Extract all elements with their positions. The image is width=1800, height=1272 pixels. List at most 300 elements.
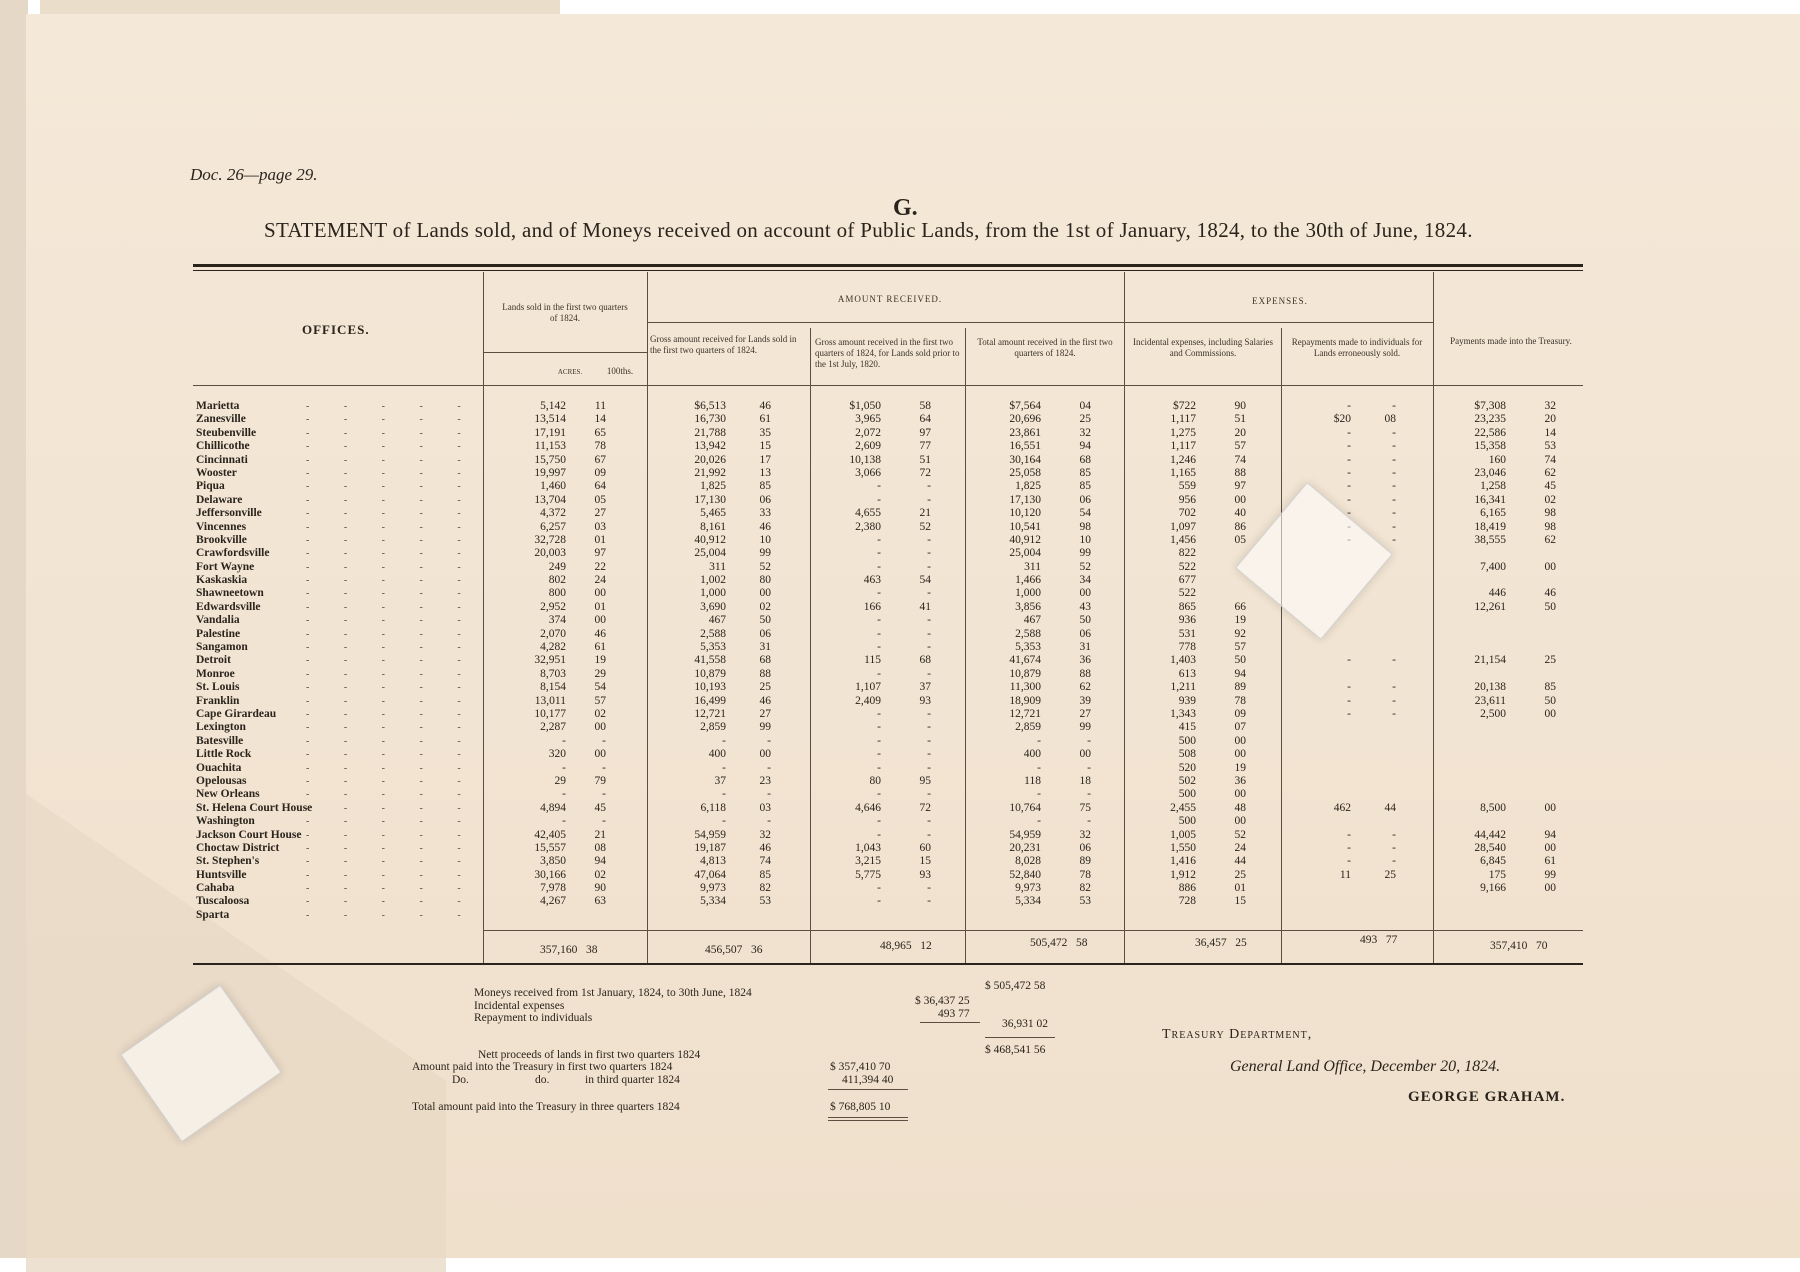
cell-acres: 1,460 xyxy=(540,480,566,493)
cell-payment: 1,258 xyxy=(1480,480,1506,493)
cell-incidental-cents: 20 xyxy=(1234,426,1246,439)
table-row xyxy=(196,882,1576,895)
cell-hundredths: 46 xyxy=(594,627,606,640)
cell-acres: 30,166 xyxy=(534,868,566,881)
cell-prior-cents: 58 xyxy=(919,400,931,412)
cell-hundredths: 22 xyxy=(594,560,606,573)
cell-hundredths: 54 xyxy=(594,681,606,694)
cell-repayment: $20 xyxy=(1333,413,1351,426)
leader-dashes: - - - - - xyxy=(306,441,477,453)
cell-incidental-cents: 89 xyxy=(1234,681,1246,694)
cell-payment-cents: 45 xyxy=(1544,480,1556,493)
summary-line3-label: Repayment to individuals xyxy=(474,1012,593,1024)
cell-acres: 15,557 xyxy=(534,841,566,854)
cell-repayment-cents: 25 xyxy=(1384,868,1396,881)
cell-repayment-cents: - xyxy=(1392,841,1396,854)
cell-acres: 6,257 xyxy=(540,520,566,533)
summary-line2-value: $ 36,437 25 xyxy=(915,995,970,1007)
cell-payment: 21,154 xyxy=(1474,654,1506,667)
cell-prior-cents: - xyxy=(927,748,931,761)
header-payments-treasury: Payments made into the Treasury. xyxy=(1450,336,1572,346)
cell-payment: 23,235 xyxy=(1474,413,1506,426)
table-row xyxy=(196,601,1576,614)
cell-hundredths: - xyxy=(602,734,606,747)
cell-payment-cents: 02 xyxy=(1544,493,1556,506)
cell-total-cents: 50 xyxy=(1079,614,1091,627)
table-row xyxy=(196,909,1576,922)
cell-prior: 463 xyxy=(863,574,881,587)
summary-total-rule xyxy=(828,1089,908,1090)
cell-gross-cents: 46 xyxy=(759,694,771,707)
cell-gross-cents: 23 xyxy=(759,774,771,787)
cell-hundredths: 03 xyxy=(594,520,606,533)
header-gross-first-two: Gross amount received for Lands sold in the first two quarters of 1824. xyxy=(650,334,797,355)
cell-incidental-cents: 00 xyxy=(1234,493,1246,506)
cell-total: 2,859 xyxy=(1015,721,1041,734)
cell-total-cents: - xyxy=(1087,788,1091,801)
cell-total: 10,120 xyxy=(1009,507,1041,520)
office-name: Edwardsville xyxy=(196,600,261,613)
cell-total: 30,164 xyxy=(1009,453,1041,466)
cell-total: 2,588 xyxy=(1015,627,1041,640)
cell-incidental-cents: 07 xyxy=(1234,721,1246,734)
table-row xyxy=(196,788,1576,801)
cell-gross-cents: - xyxy=(767,761,771,774)
office-name: Piqua xyxy=(196,480,225,493)
cell-incidental: 1,912 xyxy=(1170,868,1196,881)
cell-payment-cents: 00 xyxy=(1544,801,1556,814)
table-row xyxy=(196,748,1576,761)
cell-gross-cents: 50 xyxy=(759,614,771,627)
cell-incidental: 1,456 xyxy=(1170,533,1196,546)
cell-repayment: - xyxy=(1347,841,1351,854)
cell-payment-cents: 32 xyxy=(1544,400,1556,412)
cell-hundredths: 45 xyxy=(594,801,606,814)
summary-do-label: Do. xyxy=(452,1074,469,1086)
cell-hundredths: 01 xyxy=(594,533,606,546)
cell-acres: 19,997 xyxy=(534,466,566,479)
office-name: New Orleans xyxy=(196,788,260,801)
cell-payment: 20,138 xyxy=(1474,681,1506,694)
cell-hundredths: 14 xyxy=(594,413,606,426)
cell-prior-cents: 93 xyxy=(919,694,931,707)
cell-acres: 2,287 xyxy=(540,721,566,734)
cell-total: - xyxy=(1037,761,1041,774)
cell-payment-cents: 00 xyxy=(1544,841,1556,854)
page-title: STATEMENT of Lands sold, and of Moneys received on account of Public Lands, from the 1st of January, 1824, to the 30th of June, 1824. xyxy=(264,218,1473,242)
total-repayments-cents: 77 xyxy=(1385,934,1398,946)
table-row xyxy=(196,440,1576,453)
cell-prior-cents: - xyxy=(927,721,931,734)
cell-incidental: 1,005 xyxy=(1170,828,1196,841)
cell-payment-cents: 74 xyxy=(1544,453,1556,466)
cell-incidental: 702 xyxy=(1178,507,1196,520)
cell-hundredths: - xyxy=(602,761,606,774)
cell-incidental: $722 xyxy=(1173,400,1196,412)
cell-total: 5,334 xyxy=(1015,895,1041,908)
cell-repayment: 11 xyxy=(1339,868,1351,881)
cell-incidental-cents: 36 xyxy=(1234,774,1246,787)
cell-gross: 21,992 xyxy=(694,466,726,479)
total-acres xyxy=(540,944,598,956)
cell-incidental-cents: 66 xyxy=(1234,600,1246,613)
cell-prior-cents: - xyxy=(927,895,931,908)
cell-prior: 3,066 xyxy=(855,466,881,479)
office-name: Sangamon xyxy=(196,641,248,654)
cell-prior: - xyxy=(877,480,881,493)
cell-gross: - xyxy=(722,761,726,774)
table-row xyxy=(196,413,1576,426)
cell-acres: 32,728 xyxy=(534,533,566,546)
cell-hundredths: 90 xyxy=(594,882,606,895)
cell-gross-cents: 85 xyxy=(759,480,771,493)
cell-repayment-cents: - xyxy=(1392,855,1396,868)
office-name: Shawneetown xyxy=(196,587,264,600)
summary-third-label: in third quarter 1824 xyxy=(585,1074,680,1086)
cell-prior-cents: - xyxy=(927,587,931,600)
cell-incidental-cents: 19 xyxy=(1234,761,1246,774)
cell-payment-cents: 46 xyxy=(1544,587,1556,600)
cell-total: 1,466 xyxy=(1015,574,1041,587)
cell-incidental-cents: 40 xyxy=(1234,507,1246,520)
summary-do2-label: do. xyxy=(535,1074,550,1086)
cell-incidental: 520 xyxy=(1178,761,1196,774)
cell-incidental-cents: 19 xyxy=(1234,614,1246,627)
summary-paid-value: $ 357,410 70 xyxy=(830,1061,891,1073)
cell-gross-cents: - xyxy=(767,734,771,747)
header-gross-prior: Gross amount received in the first two quarters of 1824, for Lands sold prior to the 1st July, 1820. xyxy=(815,337,960,369)
cell-prior: 2,609 xyxy=(855,440,881,453)
cell-prior-cents: 21 xyxy=(919,507,931,520)
cell-total: 11,300 xyxy=(1009,681,1041,694)
leader-dashes: - - - - - xyxy=(306,508,477,520)
leader-dashes: - - - - - xyxy=(306,802,477,814)
cell-hundredths: 24 xyxy=(594,574,606,587)
cell-repayment-cents: - xyxy=(1392,520,1396,533)
cell-gross-cents: 31 xyxy=(759,641,771,654)
cell-prior: - xyxy=(877,627,881,640)
cell-gross: - xyxy=(722,815,726,828)
office-name: Monroe xyxy=(196,667,235,680)
cell-prior: - xyxy=(877,614,881,627)
appendix-letter: G. xyxy=(893,195,918,221)
cell-total-cents: 00 xyxy=(1079,748,1091,761)
cell-incidental: 1,211 xyxy=(1170,681,1196,694)
cell-prior-cents: - xyxy=(927,882,931,895)
cell-gross: 10,193 xyxy=(694,681,726,694)
cell-total: 3,856 xyxy=(1015,600,1041,613)
leader-dashes: - - - - - xyxy=(306,735,477,747)
cell-total-cents: 31 xyxy=(1079,641,1091,654)
cell-payment: 160 xyxy=(1488,453,1506,466)
table-row xyxy=(196,427,1576,440)
cell-payment-cents: 98 xyxy=(1544,507,1556,520)
cell-gross: 21,788 xyxy=(694,426,726,439)
cell-incidental-cents: 00 xyxy=(1234,734,1246,747)
cell-incidental: 886 xyxy=(1178,882,1196,895)
summary-paid-label: Amount paid into the Treasury in first two quarters 1824 xyxy=(412,1061,673,1073)
cell-total: 12,721 xyxy=(1009,707,1041,720)
cell-total: 54,959 xyxy=(1009,828,1041,841)
office-name: Zanesville xyxy=(196,413,246,426)
cell-gross: 1,000 xyxy=(700,587,726,600)
leader-dashes: - - - - - xyxy=(306,494,477,506)
office-name: St. Helena Court House xyxy=(196,801,313,814)
cell-gross: 5,334 xyxy=(700,895,726,908)
cell-total-cents: 62 xyxy=(1079,681,1091,694)
cell-payment-cents: 62 xyxy=(1544,466,1556,479)
cell-prior: 2,380 xyxy=(855,520,881,533)
cell-total-cents: 78 xyxy=(1079,868,1091,881)
cell-hundredths: 08 xyxy=(594,841,606,854)
cell-incidental-cents: 51 xyxy=(1234,413,1246,426)
cell-gross: 1,002 xyxy=(700,574,726,587)
summary-nett-rule xyxy=(985,1037,1055,1038)
total-incidental xyxy=(1195,937,1247,949)
cell-prior: - xyxy=(877,587,881,600)
leader-dashes: - - - - - xyxy=(306,842,477,854)
cell-payment: 6,165 xyxy=(1480,507,1506,520)
cell-gross: 20,026 xyxy=(694,453,726,466)
total-acres-value: 357,160 xyxy=(540,944,578,956)
cell-prior-cents: 77 xyxy=(919,440,931,453)
cell-hundredths: 00 xyxy=(594,614,606,627)
cell-acres: 13,011 xyxy=(534,694,566,707)
table-row xyxy=(196,587,1576,600)
leader-dashes: - - - - - xyxy=(306,749,477,761)
cell-repayment-cents: 44 xyxy=(1384,801,1396,814)
cell-gross-cents: 85 xyxy=(759,868,771,881)
summary-total-label: Total amount paid into the Treasury in three quarters 1824 xyxy=(412,1101,680,1113)
cell-prior: - xyxy=(877,641,881,654)
cell-prior-cents: - xyxy=(927,667,931,680)
cell-incidental: 508 xyxy=(1178,748,1196,761)
office-name: Jackson Court House xyxy=(196,828,302,841)
cell-repayment: - xyxy=(1347,466,1351,479)
cell-payment: 9,166 xyxy=(1480,882,1506,895)
cell-hundredths: 00 xyxy=(594,721,606,734)
cell-gross: 400 xyxy=(708,748,726,761)
cell-gross: $6,513 xyxy=(694,400,726,412)
office-name: Marietta xyxy=(196,400,240,412)
cell-incidental: 1,275 xyxy=(1170,426,1196,439)
cell-prior: 3,215 xyxy=(855,855,881,868)
cell-payment: 7,400 xyxy=(1480,560,1506,573)
cell-total-cents: 88 xyxy=(1079,667,1091,680)
leader-dashes: - - - - - xyxy=(306,789,477,801)
total-received-cents: 58 xyxy=(1076,937,1088,949)
cell-prior-cents: - xyxy=(927,761,931,774)
summary-nett-value: $ 468,541 56 xyxy=(985,1044,1046,1056)
cell-total: - xyxy=(1037,788,1041,801)
leader-dashes: - - - - - xyxy=(306,642,477,654)
header-hundredths: 100ths. xyxy=(606,366,634,376)
cell-incidental-cents: 97 xyxy=(1234,480,1246,493)
table-row xyxy=(196,507,1576,520)
cell-prior-cents: 37 xyxy=(919,681,931,694)
table-row xyxy=(196,668,1576,681)
total-gross-cents: 36 xyxy=(751,944,763,956)
leader-dashes: - - - - - xyxy=(306,722,477,734)
cell-incidental: 822 xyxy=(1178,547,1196,560)
cell-payment: 446 xyxy=(1488,587,1506,600)
table-row xyxy=(196,735,1576,748)
left-page-edge xyxy=(0,0,28,1258)
cell-total-cents: 18 xyxy=(1079,774,1091,787)
cell-gross-cents: 25 xyxy=(759,681,771,694)
total-prior xyxy=(880,940,932,952)
cell-total: 10,764 xyxy=(1009,801,1041,814)
header-subrule xyxy=(1124,322,1433,323)
cell-repayment-cents: - xyxy=(1392,426,1396,439)
cell-total-cents: 52 xyxy=(1079,560,1091,573)
cell-total-cents: 39 xyxy=(1079,694,1091,707)
cell-gross: - xyxy=(722,788,726,801)
cell-incidental: 1,117 xyxy=(1170,440,1196,453)
cell-incidental: 613 xyxy=(1178,667,1196,680)
cell-prior: - xyxy=(877,815,881,828)
cell-prior: 2,409 xyxy=(855,694,881,707)
cell-acres: 3,850 xyxy=(540,855,566,868)
cell-total-cents: 04 xyxy=(1079,400,1091,412)
cell-prior-cents: 72 xyxy=(919,466,931,479)
cell-prior-cents: 41 xyxy=(919,600,931,613)
table-row xyxy=(196,695,1576,708)
cell-hundredths: 29 xyxy=(594,667,606,680)
cell-incidental: 1,550 xyxy=(1170,841,1196,854)
summary-line3-value: 493 77 xyxy=(938,1008,970,1020)
cell-payment-cents: 14 xyxy=(1544,426,1556,439)
cell-acres: 800 xyxy=(548,587,566,600)
cell-incidental: 1,246 xyxy=(1170,453,1196,466)
cell-total: 40,912 xyxy=(1009,533,1041,546)
leader-dashes: - - - - - xyxy=(306,615,477,627)
total-received-value: 505,472 xyxy=(1030,937,1068,949)
cell-payment: 23,046 xyxy=(1474,466,1506,479)
leader-dashes: - - - - - xyxy=(306,668,477,680)
cell-repayment: 462 xyxy=(1333,801,1351,814)
cell-prior: - xyxy=(877,828,881,841)
office-name: Washington xyxy=(196,815,255,828)
cell-total: - xyxy=(1037,734,1041,747)
office-name: Kaskaskia xyxy=(196,574,248,587)
cell-hundredths: 65 xyxy=(594,426,606,439)
table-row xyxy=(196,762,1576,775)
office-date: General Land Office, December 20, 1824. xyxy=(1230,1058,1501,1075)
office-name: Sparta xyxy=(196,908,230,921)
cell-total: 23,861 xyxy=(1009,426,1041,439)
cell-payment: 23,611 xyxy=(1474,694,1506,707)
cell-incidental: 677 xyxy=(1178,574,1196,587)
leader-dashes: - - - - - xyxy=(306,695,477,707)
leader-dashes: - - - - - xyxy=(306,856,477,868)
cell-repayment-cents: - xyxy=(1392,694,1396,707)
document-reference: Doc. 26—page 29. xyxy=(190,165,318,184)
cell-acres: 802 xyxy=(548,574,566,587)
cell-payment-cents: 50 xyxy=(1544,600,1556,613)
cell-incidental-cents: 09 xyxy=(1234,707,1246,720)
cell-gross-cents: 46 xyxy=(759,520,771,533)
table-row xyxy=(196,895,1576,908)
cell-gross: 2,859 xyxy=(700,721,726,734)
cell-acres: 8,703 xyxy=(540,667,566,680)
table-row xyxy=(196,681,1576,694)
cell-payment: 15,358 xyxy=(1474,440,1506,453)
cell-repayment: - xyxy=(1347,400,1351,412)
cell-hundredths: - xyxy=(602,788,606,801)
cell-prior-cents: - xyxy=(927,480,931,493)
summary-line2-label: Incidental expenses xyxy=(474,1000,565,1012)
cell-total: 25,004 xyxy=(1009,547,1041,560)
cell-gross-cents: 02 xyxy=(759,600,771,613)
cell-gross-cents: 61 xyxy=(759,413,771,426)
cell-incidental-cents: 57 xyxy=(1234,440,1246,453)
cell-gross: 1,825 xyxy=(700,480,726,493)
cell-acres: 42,405 xyxy=(534,828,566,841)
office-name: Cincinnati xyxy=(196,453,248,466)
cell-acres: 29 xyxy=(554,774,566,787)
cell-payment-cents: 25 xyxy=(1544,654,1556,667)
cell-gross: 54,959 xyxy=(694,828,726,841)
header-acres: ACRES. xyxy=(557,368,583,376)
cell-acres: 7,978 xyxy=(540,882,566,895)
cell-hundredths: 02 xyxy=(594,868,606,881)
cell-incidental-cents: 44 xyxy=(1234,855,1246,868)
leader-dashes: - - - - - xyxy=(306,534,477,546)
cell-prior-cents: 95 xyxy=(919,774,931,787)
cell-hundredths: 00 xyxy=(594,587,606,600)
cell-hundredths: 11 xyxy=(594,400,606,412)
cell-hundredths: 57 xyxy=(594,694,606,707)
cell-acres: 4,372 xyxy=(540,507,566,520)
office-name: Jeffersonville xyxy=(196,507,262,520)
table-row xyxy=(196,775,1576,788)
cell-gross: 25,004 xyxy=(694,547,726,560)
header-total-received: Total amount received in the first two quarters of 1824. xyxy=(977,337,1113,358)
cell-gross-cents: 03 xyxy=(759,801,771,814)
cell-gross-cents: 80 xyxy=(759,574,771,587)
cell-acres: 4,267 xyxy=(540,895,566,908)
cell-gross: 4,813 xyxy=(700,855,726,868)
summary-total-underline xyxy=(828,1117,908,1118)
cell-hundredths: 63 xyxy=(594,895,606,908)
leader-dashes: - - - - - xyxy=(306,548,477,560)
leader-dashes: - - - - - xyxy=(306,521,477,533)
cell-gross: 17,130 xyxy=(694,493,726,506)
cell-repayment-cents: - xyxy=(1392,507,1396,520)
office-name: Opelousas xyxy=(196,774,247,787)
cell-acres: 10,177 xyxy=(534,707,566,720)
cell-gross-cents: 06 xyxy=(759,493,771,506)
leader-dashes: - - - - - xyxy=(306,762,477,774)
total-gross-value: 456,507 xyxy=(705,944,743,956)
leader-dashes: - - - - - xyxy=(306,561,477,573)
cell-incidental: 1,403 xyxy=(1170,654,1196,667)
cell-total-cents: 54 xyxy=(1079,507,1091,520)
cell-incidental: 1,343 xyxy=(1170,707,1196,720)
cell-gross: 9,973 xyxy=(700,882,726,895)
office-name: Little Rock xyxy=(196,748,252,761)
cell-gross: 37 xyxy=(714,774,726,787)
header-bottom-rule xyxy=(193,385,1583,386)
cell-incidental: 1,165 xyxy=(1170,466,1196,479)
cell-hundredths: 78 xyxy=(594,440,606,453)
cell-payment-cents: 61 xyxy=(1544,855,1556,868)
cell-prior: $1,050 xyxy=(849,400,881,412)
cell-total: 18,909 xyxy=(1009,694,1041,707)
table-row xyxy=(196,628,1576,641)
summary-subtotal: 36,931 02 xyxy=(1002,1018,1048,1030)
